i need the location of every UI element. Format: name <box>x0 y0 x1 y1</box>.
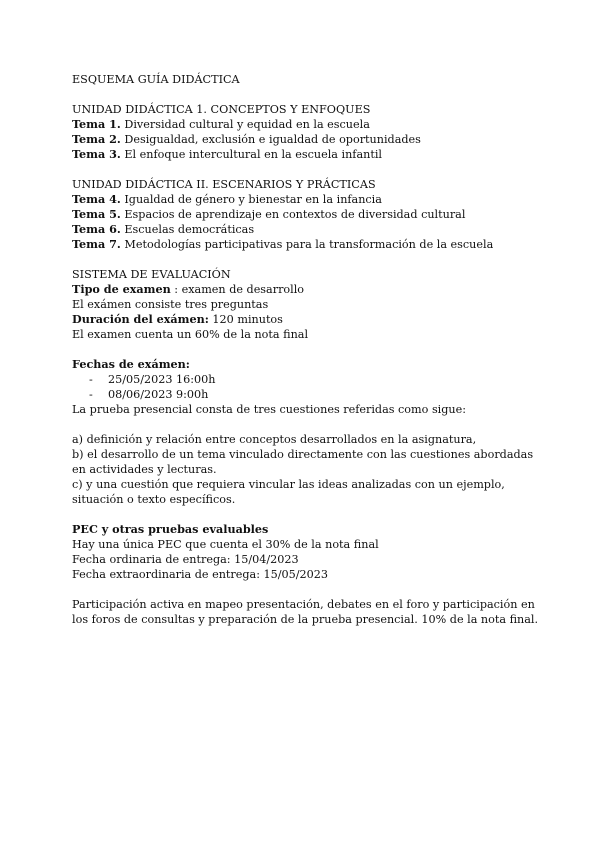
exam-description: La prueba presencial consta de tres cuestiones referidas como sigue: <box>72 403 467 416</box>
pec-heading <box>72 522 542 537</box>
topic-text: Igualdad de género y bienestar en la infancia <box>120 193 382 206</box>
topic-text: Espacios de aprendizaje en contextos de diversidad cultural <box>120 208 466 221</box>
exam-date: 25/05/2023 16:00h <box>108 373 216 386</box>
list-item <box>72 372 542 387</box>
document-title: ESQUEMA GUÍA DIDÁCTICA <box>72 73 240 86</box>
topic-label: Tema 3. <box>72 147 121 161</box>
topic-text: Escuelas democráticas <box>120 223 255 236</box>
topic-4 <box>72 192 542 207</box>
exam-type-label: Tipo de examen <box>72 282 171 296</box>
bullet-dash: - <box>89 388 93 401</box>
document-page <box>72 72 542 627</box>
question-c: c) y una cuestión que requiera vincular las ideas analizadas con un ejemplo, situación o texto específicos. <box>72 478 505 506</box>
topic-text: Desigualdad, exclusión e igualdad de oportunidades <box>120 133 421 146</box>
unit2-heading: UNIDAD DIDÁCTICA II. ESCENARIOS Y PRÁCTICAS <box>72 178 376 191</box>
question-b: b) el desarrollo de un tema vinculado directamente con las cuestiones abordadas en actividades y lecturas. <box>72 448 534 476</box>
list-item <box>72 387 542 402</box>
topic-1 <box>72 117 542 132</box>
topic-label: Tema 6. <box>72 222 121 236</box>
exam-type-value: : examen de desarrollo <box>170 283 305 296</box>
topic-label: Tema 5. <box>72 207 121 221</box>
evaluation-heading: SISTEMA DE EVALUACIÓN <box>72 268 231 281</box>
topic-3 <box>72 147 542 162</box>
topic-6 <box>72 222 542 237</box>
topic-7 <box>72 237 542 252</box>
topic-text: El enfoque intercultural en la escuela infantil <box>120 148 382 161</box>
question-a: a) definición y relación entre conceptos desarrollados en la asignatura, <box>72 433 477 446</box>
pec-ordinary-date: Fecha ordinaria de entrega: 15/04/2023 <box>72 553 299 566</box>
participation-paragraph: Participación activa en mapeo presentación, debates en el foro y participación en los foros de consultas y preparación de la prueba presencial. 10% de la nota final. <box>72 598 539 626</box>
topic-5 <box>72 207 542 222</box>
exam-dates-list <box>72 372 542 402</box>
duration-label: Duración del exámen: <box>72 312 209 326</box>
topic-2 <box>72 132 542 147</box>
bullet-dash: - <box>89 373 93 386</box>
pec-line: Hay una única PEC que cuenta el 30% de la nota final <box>72 538 379 551</box>
exam-duration <box>72 312 542 327</box>
topic-label: Tema 4. <box>72 192 121 206</box>
dates-heading-text: Fechas de exámen: <box>72 357 190 371</box>
topic-label: Tema 7. <box>72 237 121 251</box>
topic-text: Diversidad cultural y equidad en la escuela <box>120 118 370 131</box>
topic-label: Tema 1. <box>72 117 121 131</box>
exam-questions: El exámen consiste tres preguntas <box>72 298 269 311</box>
topic-label: Tema 2. <box>72 132 121 146</box>
pec-heading-text: PEC y otras pruebas evaluables <box>72 522 269 536</box>
exam-date: 08/06/2023 9:00h <box>108 388 209 401</box>
unit1-heading: UNIDAD DIDÁCTICA 1. CONCEPTOS Y ENFOQUES <box>72 103 371 116</box>
pec-extraordinary-date: Fecha extraordinaria de entrega: 15/05/2023 <box>72 568 329 581</box>
exam-type <box>72 282 542 297</box>
exam-weight: El examen cuenta un 60% de la nota final <box>72 328 309 341</box>
topic-text: Metodologías participativas para la transformación de la escuela <box>120 238 494 251</box>
duration-value: 120 minutos <box>208 313 283 326</box>
dates-heading <box>72 357 542 372</box>
